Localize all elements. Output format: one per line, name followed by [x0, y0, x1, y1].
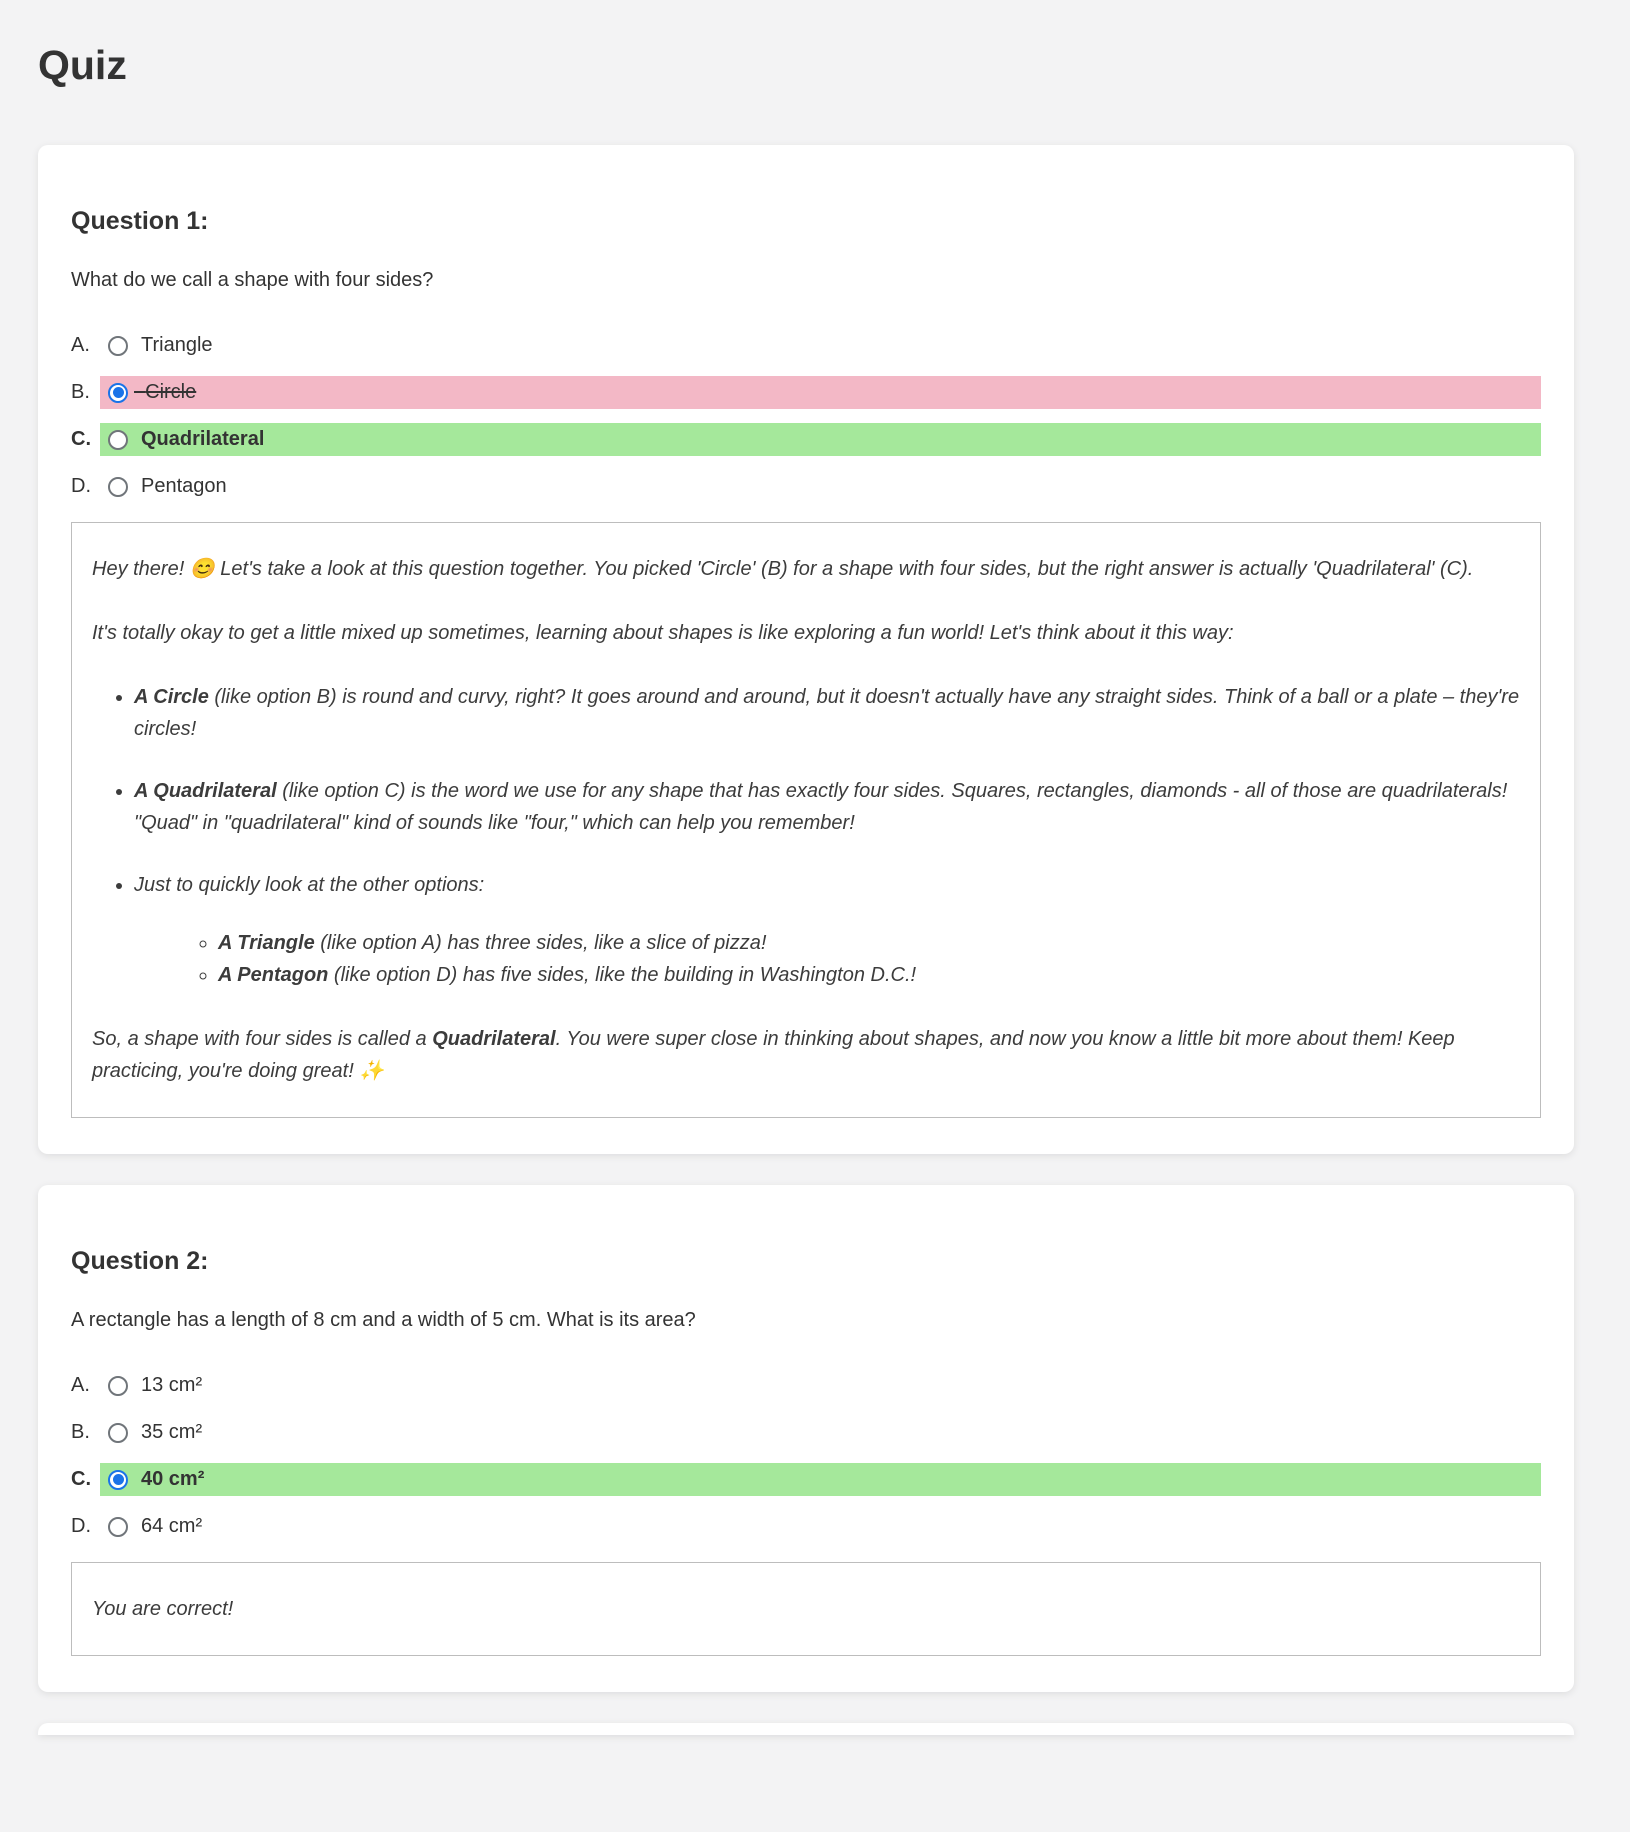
feedback-paragraph: [92, 1023, 1520, 1087]
option-row: [71, 322, 1541, 369]
feedback-text: You are correct!: [92, 1598, 234, 1620]
feedback-text: Just to quickly look at the other options:: [134, 874, 485, 896]
feedback-box: [71, 1562, 1541, 1656]
feedback-box: [71, 522, 1541, 1118]
radio-button-icon[interactable]: [108, 1376, 128, 1396]
page-title: Quiz: [38, 42, 127, 88]
option-label[interactable]: Triangle: [141, 334, 213, 356]
option-letter: C.: [71, 428, 91, 450]
quiz-container: [38, 145, 1574, 1735]
option-highlight: [100, 1369, 1541, 1402]
options-list: [71, 1362, 1541, 1550]
option-letter: B.: [71, 1421, 90, 1443]
option-letter: B.: [71, 381, 90, 403]
feedback-bullet-list: [92, 681, 1520, 991]
feedback-text: (like option B) is round and curvy, right? It goes around and around, but it doesn't actually have any straight sides. Think of a ball or a plate – they're circles!: [134, 686, 1520, 740]
feedback-bold-text: A Circle: [134, 686, 209, 708]
question-prompt: A rectangle has a length of 8 cm and a width of 5 cm. What is its area?: [71, 1309, 696, 1331]
option-row: [71, 369, 1541, 416]
option-label[interactable]: Quadrilateral: [141, 428, 265, 450]
option-row: [71, 1362, 1541, 1409]
feedback-bullet-item: [134, 681, 1520, 745]
question-prompt: What do we call a shape with four sides?: [71, 269, 434, 291]
radio-button-selected-icon[interactable]: [108, 1470, 128, 1490]
question-card: [38, 1185, 1574, 1692]
feedback-text: It's totally okay to get a little mixed up sometimes, learning about shapes is like exploring a fun world! Let's think about it this way:: [92, 622, 1234, 644]
feedback-sub-bullet-list: [134, 927, 1520, 991]
option-label[interactable]: 13 cm²: [141, 1374, 203, 1396]
option-highlight: [100, 1416, 1541, 1449]
option-label[interactable]: Circle: [145, 381, 197, 403]
question-heading: Question 2:: [71, 1247, 209, 1275]
option-row: [71, 1456, 1541, 1503]
option-label[interactable]: 40 cm²: [141, 1468, 205, 1490]
feedback-paragraph: [92, 617, 1520, 649]
feedback-sub-bullet-item: [218, 927, 1520, 959]
option-letter: D.: [71, 1515, 91, 1537]
feedback-text: . You were super close in thinking about shapes, and now you know a little bit more about them! Keep practicing, you're doing great! ✨: [92, 1028, 1455, 1082]
next-question-card-partial: [38, 1723, 1574, 1735]
radio-button-selected-icon[interactable]: [108, 383, 128, 403]
feedback-bold-text: Quadrilateral: [432, 1028, 556, 1050]
option-row: [71, 463, 1541, 510]
radio-button-icon[interactable]: [108, 430, 128, 450]
option-letter: D.: [71, 475, 91, 497]
option-row: [71, 1503, 1541, 1550]
feedback-bullet-item: [134, 775, 1520, 839]
option-row: [71, 1409, 1541, 1456]
option-row: [71, 416, 1541, 463]
feedback-bullet-item: [134, 869, 1520, 991]
options-list: [71, 322, 1541, 510]
question-heading: Question 1:: [71, 207, 209, 235]
option-letter: A.: [71, 334, 90, 356]
feedback-paragraph: [92, 553, 1520, 585]
question-card: [38, 145, 1574, 1154]
radio-button-icon[interactable]: [108, 336, 128, 356]
option-label[interactable]: 35 cm²: [141, 1421, 203, 1443]
feedback-text: So, a shape with four sides is called a: [92, 1028, 433, 1050]
option-highlight: [100, 423, 1541, 456]
option-highlight: [100, 376, 1541, 409]
option-highlight: [100, 1510, 1541, 1543]
option-label[interactable]: 64 cm²: [141, 1515, 203, 1537]
option-letter: A.: [71, 1374, 90, 1396]
radio-button-icon[interactable]: [108, 477, 128, 497]
feedback-bold-text: A Triangle: [218, 932, 315, 954]
feedback-paragraph: [92, 1593, 1520, 1625]
radio-button-icon[interactable]: [108, 1423, 128, 1443]
feedback-bold-text: A Pentagon: [218, 964, 329, 986]
feedback-text: (like option D) has five sides, like the building in Washington D.C.!: [328, 964, 917, 986]
feedback-bold-text: A Quadrilateral: [134, 780, 277, 802]
feedback-sub-bullet-item: [218, 959, 1520, 991]
option-highlight: [100, 329, 1541, 362]
option-highlight: [100, 470, 1541, 503]
option-highlight: [100, 1463, 1541, 1496]
feedback-text: (like option A) has three sides, like a slice of pizza!: [314, 932, 767, 954]
radio-button-icon[interactable]: [108, 1517, 128, 1537]
feedback-text: Hey there! 😊 Let's take a look at this question together. You picked 'Circle' (B) for a shape with four sides, but the right answer is actually 'Quadrilateral' (C).: [92, 558, 1474, 580]
option-letter: C.: [71, 1468, 91, 1490]
feedback-text: (like option C) is the word we use for any shape that has exactly four sides. Squares, rectangles, diamonds - all of those are quadrilaterals! "Quad" in "quadrilateral" kind of sounds like "four," which can help you remember!: [134, 780, 1508, 834]
option-label[interactable]: Pentagon: [141, 475, 227, 497]
